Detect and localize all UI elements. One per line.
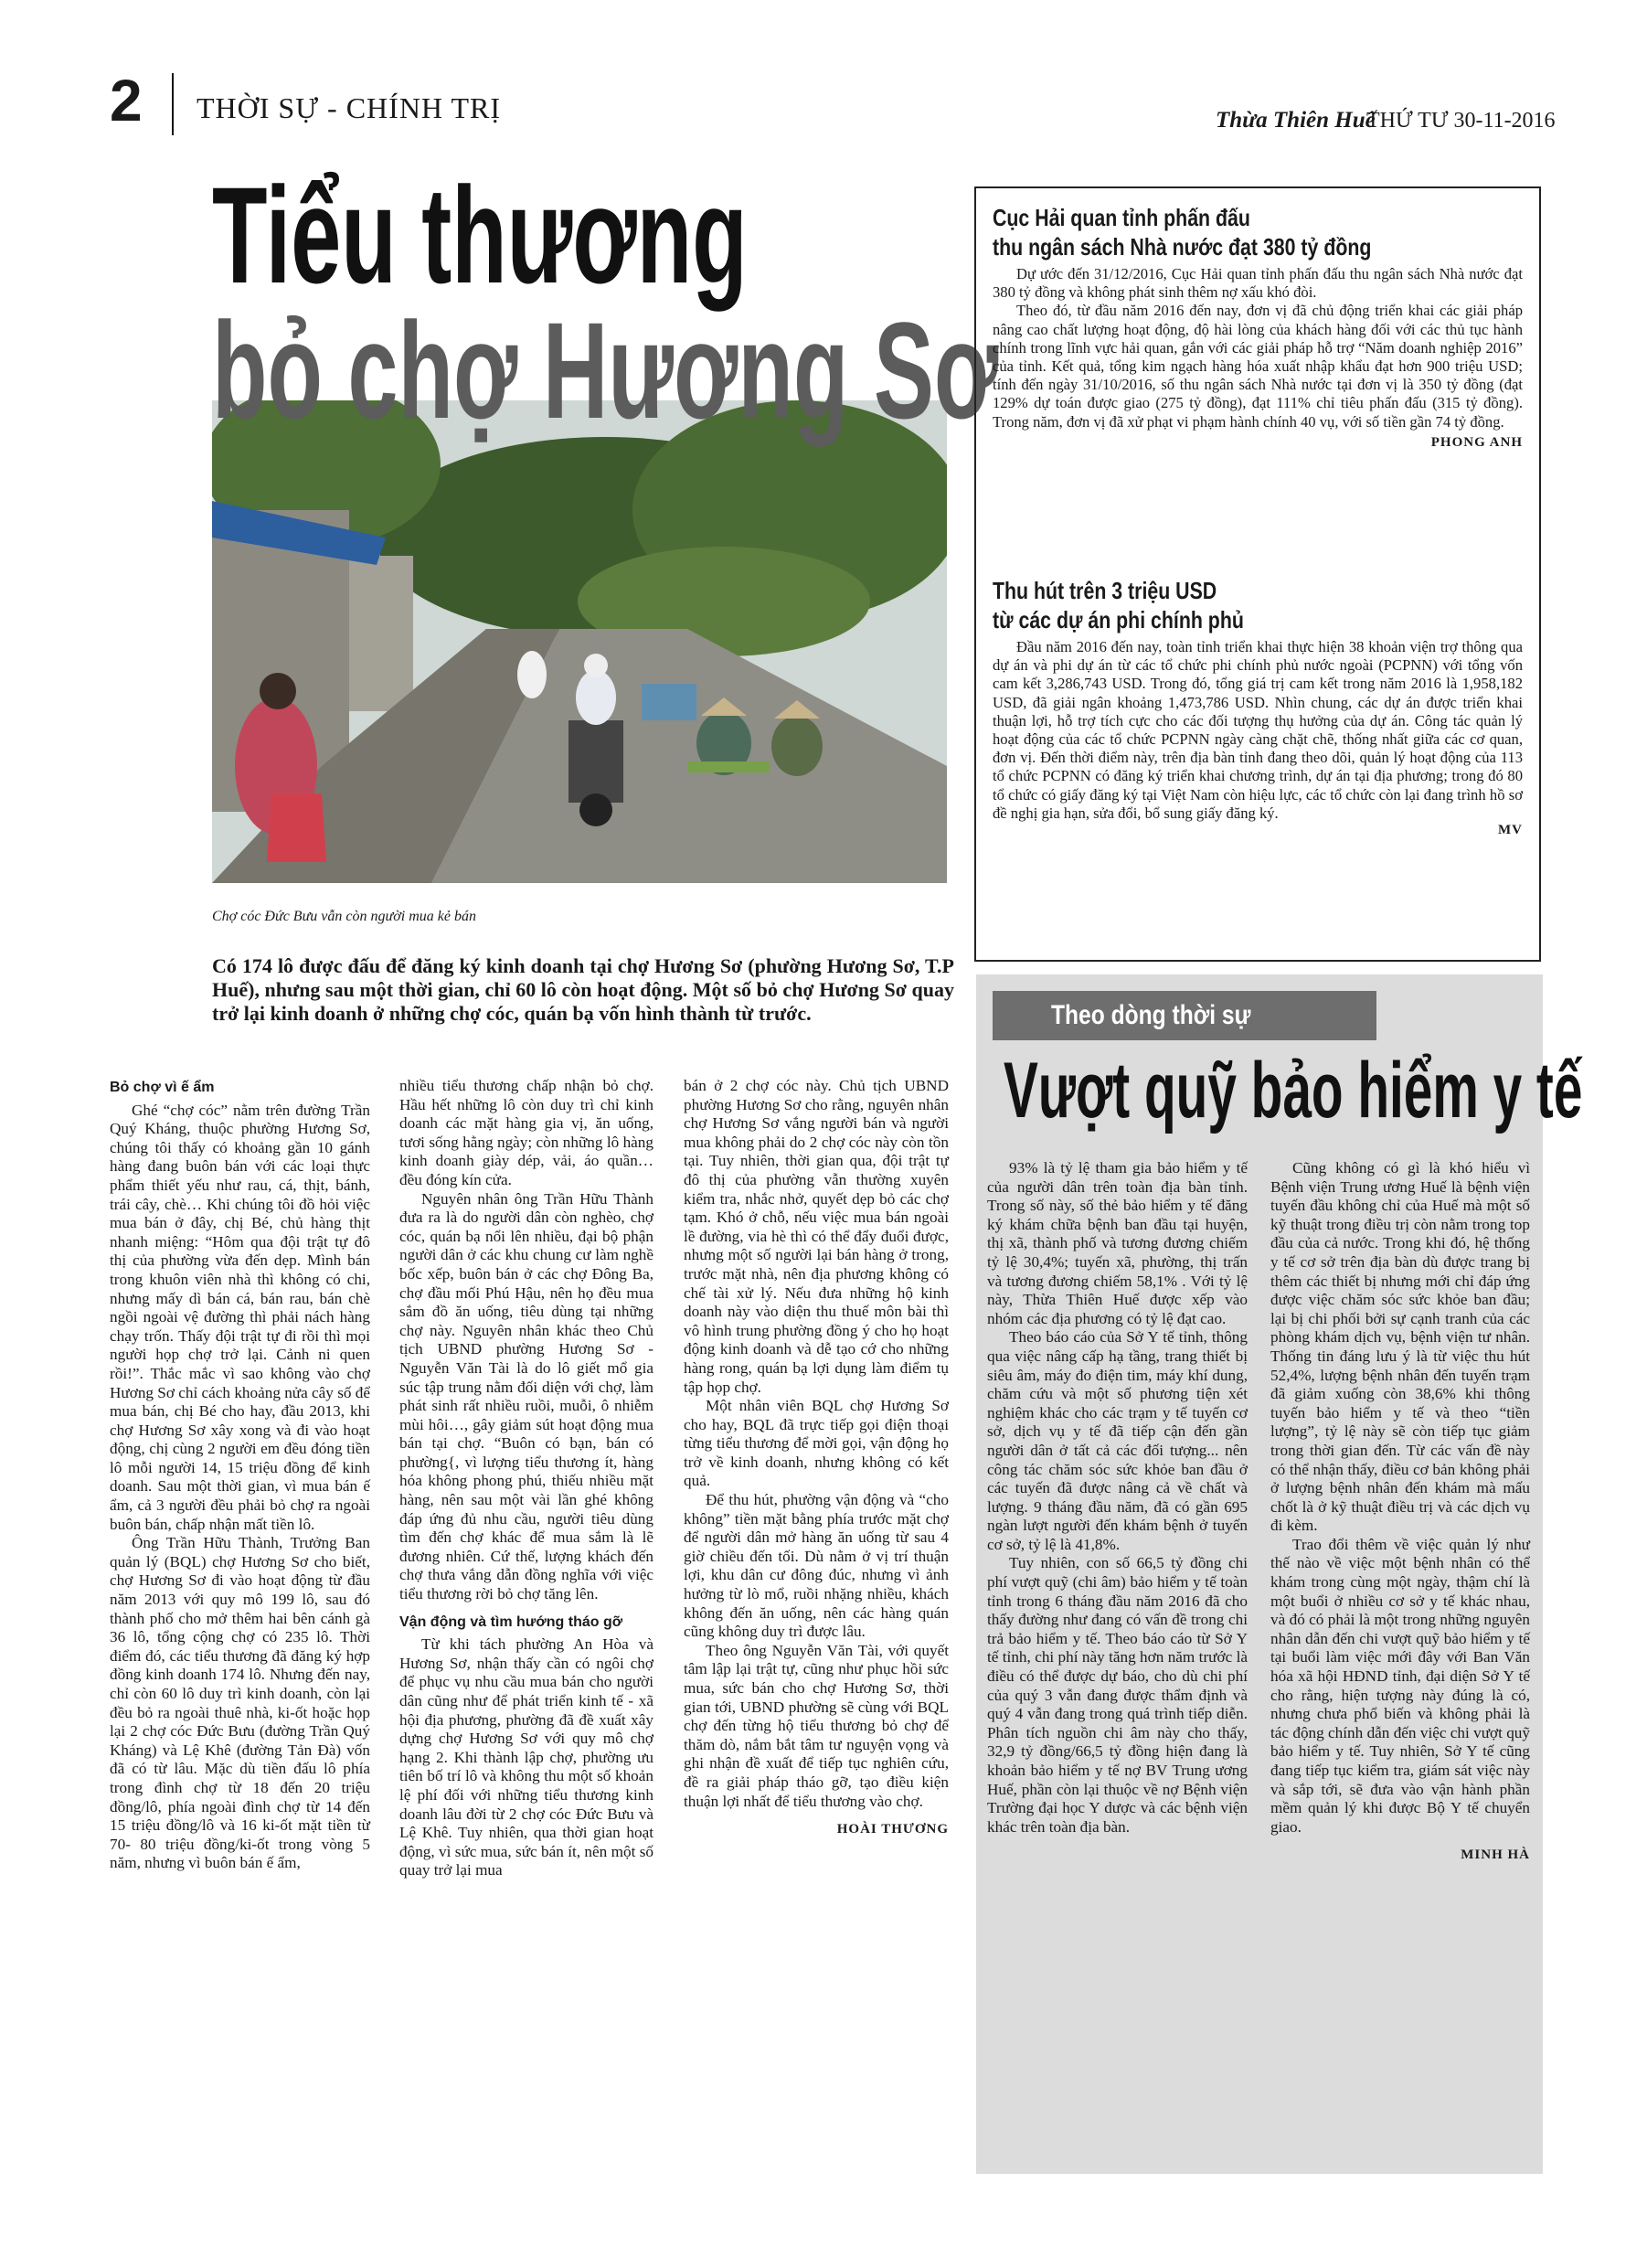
commentary-column-2 (1270, 1159, 1530, 1865)
paragraph: Theo ông Nguyễn Văn Tài, với quyết tâm lập lại trật tự, cũng như phục hồi sức mua, sức bán cho chợ Hương Sơ, thời gian tới, UBND phường sẽ cùng với BQL chợ đến từng hộ tiểu thương bỏ chợ để thăm dò, nắm bắt tâm tư nguyện vọng và ghi nhận đề xuất để tiếp tục nghiên cứu, đề ra giải pháp tháo gỡ, tạo điều kiện thuận lợi nhất để tiểu thương vào chợ. (684, 1641, 949, 1810)
paragraph: Trao đổi thêm về việc quản lý như thế nào về việc một bệnh nhân có thể khám trong cùng một ngày, thậm chí là một buổi ở nhiều cơ sở y tế khác nhau, và đó có phải là một trong những nguyên nhân dẫn đến chi vượt quỹ bảo hiểm y tế tại buổi làm việc mới đây với Ban Văn hóa xã hội HĐND tỉnh, đại diện Sở Y tế cho rằng, hiện tượng này đúng là có, nhưng chưa phổ biến và không phải là tác động chính dẫn đến việc chi vượt quỹ bảo hiểm y tế. Tuy nhiên, Sở Y tế cũng đang tiếp tục kiểm tra, giám sát việc này và sắp tới, sẽ đưa vào vận hành phần mềm quản lý khi được Bộ Y tế chuyển giao. (1270, 1535, 1530, 1836)
paragraph: Ông Trần Hữu Thành, Trưởng Ban quản lý (BQL) chợ Hương Sơ cho biết, chợ Hương Sơ đi vào hoạt động từ đầu năm 2013 với quy mô 199 lô, sau đó thành phố cho mở thêm hai bên cánh gà 36 lô, tổng cộng chợ có 235 lô. Thời điểm đó, các tiểu thương đã đăng ký hợp đồng kinh doanh 174 lô. Nhưng đến nay, chỉ còn 60 lô duy trì kinh doanh, còn lại đều bỏ ra ngoài thuê nhà, ki-ốt hoặc họp lại 2 chợ cóc Đức Bưu (đường Trần Quý Kháng) và Lệ Khê (đường Tản Đà) vốn đã có từ lâu. Mặc dù tiền đấu lô phía trong đình chợ từ 18 đến 20 triệu đồng/lô, phía ngoài đình chợ từ 14 đến 15 triệu đồng/lô và 16 ki-ốt mặt tiền từ 70- 80 triệu đồng/ki-ốt trong vòng 5 năm, nhưng vì buôn bán ế ẩm, (110, 1534, 370, 1872)
paragraph: Dự ước đến 31/12/2016, Cục Hải quan tỉnh phấn đấu thu ngân sách Nhà nước đạt 380 tỷ đồng và không phát sinh thêm nợ xấu khó đòi. (993, 265, 1523, 302)
paragraph: 93% là tỷ lệ tham gia bảo hiểm y tế của người dân trên toàn địa bàn tỉnh. Trong số này, số thẻ bảo hiểm y tế đăng ký khám chữa bệnh ban đầu tại huyện, thị xã, thành phố và tương đương chiếm tỷ lệ 30,4%; tuyến xã, phường, thị trấn và tương đương chiếm 58,1% . Với tỷ lệ này, Thừa Thiên Huế được xếp vào nhóm các địa phương có tỷ lệ đạt cao. (987, 1159, 1248, 1327)
section-tag-label: Theo dòng thời sự (1051, 1000, 1251, 1030)
paragraph: nhiều tiểu thương chấp nhận bỏ chợ. Hầu hết những lô còn duy trì chỉ kinh doanh các mặt hàng gia vị, ăn uống, tươi sống hằng ngày; còn những lô hàng kinh doanh giày dép, vải, áo quần… đều đóng kín cửa. (399, 1077, 653, 1188)
news-title: từ các dự án phi chính phủ (993, 606, 1244, 634)
subheading: Vận động và tìm hướng tháo gỡ (399, 1613, 623, 1630)
headline-line2: bỏ chợ Hương Sơ (212, 293, 999, 447)
news-title: thu ngân sách Nhà nước đạt 380 tỷ đồng (993, 233, 1372, 261)
market-photo (212, 400, 947, 883)
paragraph: Từ khi tách phường An Hòa và Hương Sơ, nhận thấy cần có ngôi chợ để phục vụ nhu cầu mua bán cho người dân cũng như để phát triển kinh tế - xã hội địa phương, phường đã đề xuất xây dựng chợ Hương Sơ với quy mô chợ hạng 2. Khi thành lập chợ, phường ưu tiên bố trí lô và không thu một số khoản lệ phí đối với những tiểu thương kinh doanh lâu đời từ 2 chợ cóc Đức Bưu và Lệ Khê. Tuy nhiên, qua thời gian hoạt động, vì sức mua, sức bán ít, nên một số quay trở lại mua (399, 1635, 653, 1879)
issue-date: THỨ TƯ 30-11-2016 (1366, 109, 1556, 133)
author-byline: PHONG ANH (1430, 434, 1523, 450)
article-column-2 (399, 1077, 653, 1880)
paragraph: Cũng không có gì là khó hiểu vì Bệnh viện Trung ương Huế là bệnh viện tuyến đầu không chỉ của Huế mà một số kỹ thuật trong điều trị còn nằm trong top đầu của cả nước. Trong khi đó, hệ thống y tế cơ sở trên địa bàn dù được trang bị thêm các thiết bị nhưng mới chỉ đáp ứng được việc chăm sóc sức khỏe ban đầu; lại bị chi phối bởi sự cạnh tranh của các phòng khám dịch vụ, bệnh viện tư nhân. Thống tin đáng lưu ý là từ việc thu hút 52,4%, lượng bệnh nhân đến tuyến trạm đã giảm xuống còn 38,6% khi thông tuyến bảo hiểm y tế và theo “tiền lượng”, tỷ lệ này sẽ còn tiếp tục giảm trong thời gian đến. Từ các vấn đề này có thể nhận thấy, điều cơ bản không phải ở lượng bệnh nhân đến khám mà mấu chốt là ở kỹ thuật điều trị và các dịch vụ đi kèm. (1270, 1159, 1530, 1535)
paragraph: Đầu năm 2016 đến nay, toàn tỉnh triển khai thực hiện 38 khoản viện trợ thông qua dự án và phi dự án từ các tổ chức phi chính phủ nước ngoài (PCPNN) với tổng vốn cam kết 3,286,743 USD. Trong đó, tổng giá trị cam kết trong năm 2016 là 1,958,182 USD, đã giải ngân khoảng 1,473,786 USD. Nhìn chung, các dự án được triển khai thuận lợi, hỗ trợ tích cực cho các đối tượng thụ hưởng của dự án. Công tác quản lý hoạt động của các tổ chức PCPNN ngày càng chặt chẽ, thống nhất giữa các cơ quan, đơn vị. Đến thời điểm này, trên địa bàn tỉnh đang theo dõi, quản lý hoạt động của 113 tổ chức PCPNN có đăng ký triển khai chương trình, dự án tại địa phương; trong đó 80 tổ chức có giấy đăng ký tại Việt Nam còn hiệu lực, các tổ chức còn lại đang trình hồ sơ đề nghị gia hạn, sửa đổi, bổ sung giấy đăng ký. (993, 638, 1523, 822)
header-divider (172, 73, 174, 135)
page-number: 2 (110, 68, 143, 133)
news-item-customs (993, 203, 1523, 451)
author-byline: MINH HÀ (1461, 1847, 1530, 1863)
paragraph: Theo đó, từ đầu năm 2016 đến nay, đơn vị đã chủ động triển khai các giải pháp nâng cao chất lượng hoạt động, độ hài lòng của khách hàng đối với các thủ tục hành chính trong lĩnh vực hải quan, gắn với các giải pháp hỗ trợ “Năm doanh nghiệp 2016” của tỉnh. Kết quả, tổng kim ngạch hàng hóa xuất nhập khẩu đạt hơn 900 triệu USD; tính đến ngày 31/10/2016, số thu ngân sách Nhà nước tại đơn vị là 350 tỷ đồng (đạt 129% dự toán được giao (275 tỷ đồng), đạt 111% chỉ tiêu phấn đấu (315 tỷ đồng). Trong năm, đơn vị đã xử phạt vi phạm hành chính 40 vụ, với số tiền gần 74 tỷ đồng. (993, 302, 1523, 431)
news-body (993, 265, 1523, 431)
commentary-column-1 (987, 1159, 1248, 1837)
news-title: Thu hút trên 3 triệu USD (993, 577, 1217, 604)
news-title: Cục Hải quan tỉnh phấn đấu (993, 204, 1250, 231)
author-byline: MV (1498, 823, 1523, 838)
lead-paragraph: Có 174 lô được đấu để đăng ký kinh doanh tại chợ Hương Sơ (phường Hương Sơ, T.P Huế), nhưng sau một thời gian, chỉ 60 lô còn hoạt động. Một số bỏ chợ Hương Sơ quay trở lại kinh doanh ở những chợ cóc, quán bạ vốn hình thành từ trước. (212, 954, 954, 1025)
article-column-1 (110, 1077, 370, 1873)
commentary-title: Vượt quỹ bảo hiểm y tế (1004, 1047, 1583, 1134)
newspaper-name: Thừa Thiên Huế (1216, 108, 1376, 133)
subheading: Bỏ chợ vì ế ẩm (110, 1080, 215, 1095)
paragraph: Nguyên nhân ông Trần Hữu Thành đưa ra là do người dân còn nghèo, chợ cóc, quán bạ nổi lên nhiều, đại bộ phận người dân ở các khu chung cư làm nghề bốc xếp, buôn bán ở các chợ Đông Ba, chợ đầu mối Phú Hậu, nên họ đều mua sắm đồ ăn uống, tiêu dùng tại những chợ này. Nguyên nhân khác theo Chủ tịch UBND phường Hương Sơ - Nguyễn Văn Tài là do lô giết mổ gia súc tập trung nằm đối diện với chợ, làm phát sinh rất nhiều ruồi, muỗi, ô nhiễm mùi hôi…, gây giảm sút hoạt động mua bán tại chợ. “Buôn có bạn, bán có phường{, vì lượng tiểu thương ít, hàng hóa không phong phú, thiếu nhiều mặt hàng, nên sau một vài lần ghé không đáp ứng đủ nhu cầu, người tiêu dùng tìm đến chợ khác để mua sắm là lẽ đương nhiên. Cứ thế, lượng khách đến chợ thưa vắng dẫn đồng nghĩa với việc tiểu thương rời bỏ chợ tăng lên. (399, 1189, 653, 1603)
paragraph: Tuy nhiên, con số 66,5 tỷ đồng chi phí vượt quỹ (chi âm) bảo hiểm y tế toàn tỉnh trong 6 tháng đầu năm 2016 đã cho thấy đường như đang có vấn đề trong chi trả bảo hiểm y tế. Theo báo cáo từ Sở Y tế tỉnh, chi phí này tăng hơn năm trước là điều có thể được dự báo, cho dù chi phí của quý 3 vẫn đang được thẩm định và quý 4 vẫn đang trong quá trình tiếp diễn. Phân tích nguồn chi âm này cho thấy, 32,9 tỷ đồng/66,5 tỷ đồng hiện đang là khoản bảo hiểm y tế nợ BV Trung ương Huế, phần còn lại thuộc về nợ Bệnh viện Trường đại học Y dược và các bệnh viện khác trên toàn địa bàn. (987, 1554, 1248, 1836)
article-column-3 (684, 1077, 949, 1839)
author-byline: HOÀI THƯƠNG (836, 1822, 949, 1837)
news-body (993, 638, 1523, 823)
paragraph: Một nhân viên BQL chợ Hương Sơ cho hay, BQL đã trực tiếp gọi điện thoại từng tiểu thương để mời gọi, vận động họ trở về kinh doanh, nhưng không có kết quả. (684, 1397, 949, 1490)
headline-line1: Tiểu thương (212, 158, 748, 312)
news-item-ngo (993, 576, 1523, 838)
paragraph: Theo báo cáo của Sở Y tế tỉnh, thông qua việc nâng cấp hạ tầng, trang thiết bị siêu âm, máy đo điện tim, máy khí dung, chăm cứu và một số phương tiện xét nghiệm khác cho các trạm y tế tuyến cơ sở, dịch vụ y tế đã tiếp cận đến gần người dân ở tất cả các đối tượng... nên công tác chăm sóc sức khỏe ban đầu ở các tuyến đã được nâng cả về chất và lượng. 9 tháng đầu năm, đã có gần 695 ngàn lượt người đến khám bệnh ở tuyến cơ sở, tỷ lệ là 41,8%. (987, 1328, 1248, 1553)
photo-caption: Chợ cóc Đức Bưu vẫn còn người mua kẻ bán (212, 909, 476, 924)
paragraph: bán ở 2 chợ cóc này. Chủ tịch UBND phường Hương Sơ cho rằng, nguyên nhân chợ Hương Sơ vắng người bán và người mua không phải do 2 chợ cóc này còn tồn tại. Tuy nhiên, thời gian qua, đội trật tự đô thị của phường vẫn thường xuyên kiểm tra, nhắc nhở, quyết dẹp bỏ các chợ tạm. Khó ở chỗ, nếu việc mua bán ngoài lề đường, via hè thì có thể đẩy đuổi được, nhưng một số người lại bán hàng ở trong, trước mặt nhà, nên địa phương không có chế tài xử lý. Nếu đưa những hộ kinh doanh này vào diện thu thuế môn bài thì vô hình trung phường đồng ý cho họ hoạt động kinh doanh và dễ tạo cớ cho những hàng rong, quán bạ lợi dụng làm điểm tụ tập họp chợ. (684, 1077, 949, 1396)
paragraph: Để thu hút, phường vận động và “cho không” tiền mặt bằng phía trước mặt chợ để người dân mở hàng ăn uống từ sau 4 giờ chiều đến tối. Dù nằm ở vị trí thuận lợi, khu dân cư đông đúc, nhưng vì ảnh hưởng từ lò mổ, ruồi nhặng nhiều, khách không đến ăn uống, nên các hàng quán cũng không duy trì được lâu. (684, 1491, 949, 1641)
section-title: THỜI SỰ - CHÍNH TRỊ (197, 91, 501, 124)
paragraph: Ghé “chợ cóc” nằm trên đường Trần Quý Kháng, thuộc phường Hương Sơ, chúng tôi thấy có khoảng gần 10 gánh hàng đang buôn bán với các loại thực phẩm thiết yếu như rau, cá, thịt, bánh, trái cây, chè… Khi chúng tôi đồ hỏi việc mua bán ở đây, chị Bé, chủ hàng thịt nhanh miệng: “Hôm qua đội trật tự đô thị của phường vừa đến dẹp. Mình bán trong khuôn viên nhà thì không có chi, nhưng mấy dì bán cá, bán rau, bán chè ngồi ngoài vệ đường thì phải nách hàng chạy trốn. Thấy đội trật tự đi rồi thì mọi người họp chợ trở lại. Cảnh ni quen rồi!”. Thắc mắc vì sao không vào chợ Hương Sơ chỉ cách khoảng nửa cây số để mua bán, chị Bé cho hay, đầu 2013, khi chợ Hương Sơ xây xong và đi vào hoạt động, chị cùng 2 người em đều đóng tiền lô mỗi người 14, 15 triệu đồng để kinh doanh. Sau một thời gian, vì mua bán ế ẩm, cả 3 người đều phải bỏ chợ ra ngoài buôn bán, chấp nhận mất tiền lô. (110, 1101, 370, 1533)
